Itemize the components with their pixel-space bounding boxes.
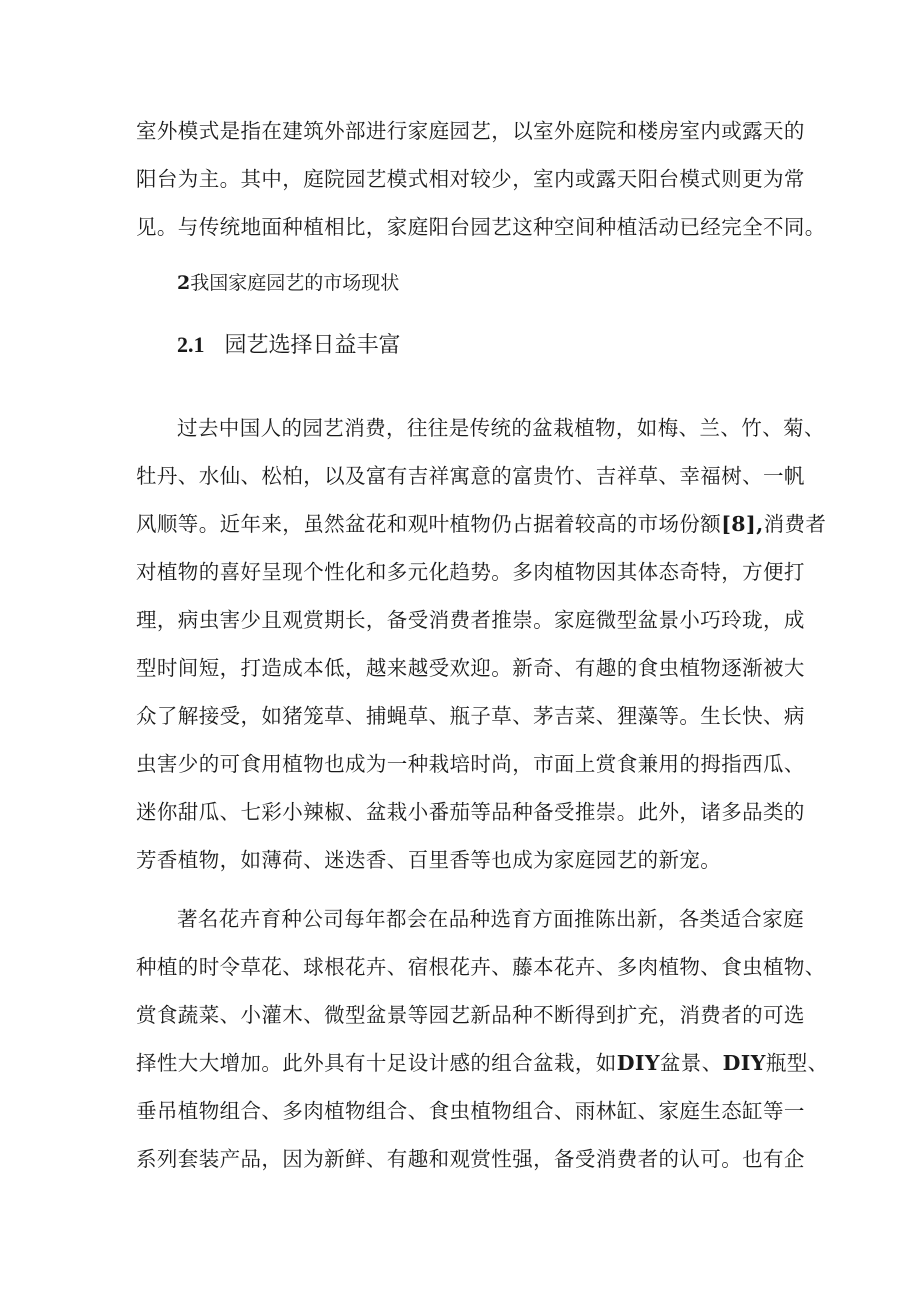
- para2-line-2: 种植的时令草花、球根花卉、宿根花卉、藤本花卉、多肉植物、食虫植物、: [136, 955, 826, 979]
- section-2-number: 2: [177, 272, 191, 294]
- section-2-1-title: 园艺选择日益丰富: [224, 333, 401, 358]
- para1-line-4: 对植物的喜好呈现个性化和多元化趋势。多肉植物因其体态奇特，方便打: [136, 560, 805, 584]
- section-2-1-number: 2.1: [177, 332, 205, 357]
- para2-line-4-tail: 瓶型、: [765, 1051, 829, 1075]
- diy-term-1: DIY: [616, 1051, 660, 1075]
- para2-line-3: 赏食蔬菜、小灌木、微型盆景等园艺新品种不断得到扩充，消费者的可选: [136, 1003, 805, 1027]
- para1-line-2: 牡丹、水仙、松柏，以及富有吉祥寓意的富贵竹、吉祥草、幸福树、一帆: [136, 464, 805, 488]
- para1-line-8: 虫害少的可食用植物也成为一种栽培时尚，市面上赏食兼用的拇指西瓜、: [136, 752, 805, 776]
- para1-line-6: 型时间短，打造成本低，越来越受欢迎。新奇、有趣的食虫植物逐渐被大: [136, 656, 805, 680]
- para1-line-10: 芳香植物，如薄荷、迷迭香、百里香等也成为家庭园艺的新宠。: [136, 848, 722, 872]
- intro-line-1: 室外模式是指在建筑外部进行家庭园艺，以室外庭院和楼房室内或露天的: [136, 119, 805, 143]
- para2-line-5: 垂吊植物组合、多肉植物组合、食虫植物组合、雨林缸、家庭生态缸等一: [136, 1099, 805, 1123]
- diy-term-2: DIY: [722, 1051, 766, 1075]
- para1-line-9: 迷你甜瓜、七彩小辣椒、盆栽小番茄等品种备受推崇。此外，诸多品类的: [136, 800, 805, 824]
- para1-line-5: 理，病虫害少且观赏期长，备受消费者推崇。家庭微型盆景小巧玲珑，成: [136, 608, 805, 632]
- para2-line-4-mid: 盆景、: [659, 1051, 723, 1075]
- para1-line-3-tail: 消费者: [763, 512, 827, 536]
- section-2-heading: [177, 268, 399, 298]
- para2-line-6: 系列套装产品，因为新鲜、有趣和观赏性强，备受消费者的认可。也有企: [136, 1147, 805, 1171]
- section-2-1-heading: [177, 329, 401, 362]
- para1-line-3: [136, 509, 827, 539]
- para2-line-4: [136, 1048, 829, 1078]
- para1-line-1: 过去中国人的园艺消费，往往是传统的盆栽植物，如梅、兰、竹、菊、: [177, 416, 825, 440]
- para1-line-3-text: 风顺等。近年来，虽然盆花和观叶植物仍占据着较高的市场份额: [136, 512, 722, 536]
- citation-ref: [8],: [721, 512, 764, 536]
- intro-line-3: 见。与传统地面种植相比，家庭阳台园艺这种空间种植活动已经完全不同。: [136, 215, 826, 239]
- section-2-title: 我国家庭园艺的市场现状: [190, 272, 400, 294]
- para2-line-1: 著名花卉育种公司每年都会在品种选育方面推陈出新，各类适合家庭: [177, 907, 804, 931]
- para2-line-4-text: 择性大大增加。此外具有十足设计感的组合盆栽，如: [136, 1051, 617, 1075]
- intro-line-2: 阳台为主。其中，庭院园艺模式相对较少，室内或露天阳台模式则更为常: [136, 167, 805, 191]
- para1-line-7: 众了解接受，如猪笼草、捕蝇草、瓶子草、茅吉菜、狸藻等。生长快、病: [136, 704, 805, 728]
